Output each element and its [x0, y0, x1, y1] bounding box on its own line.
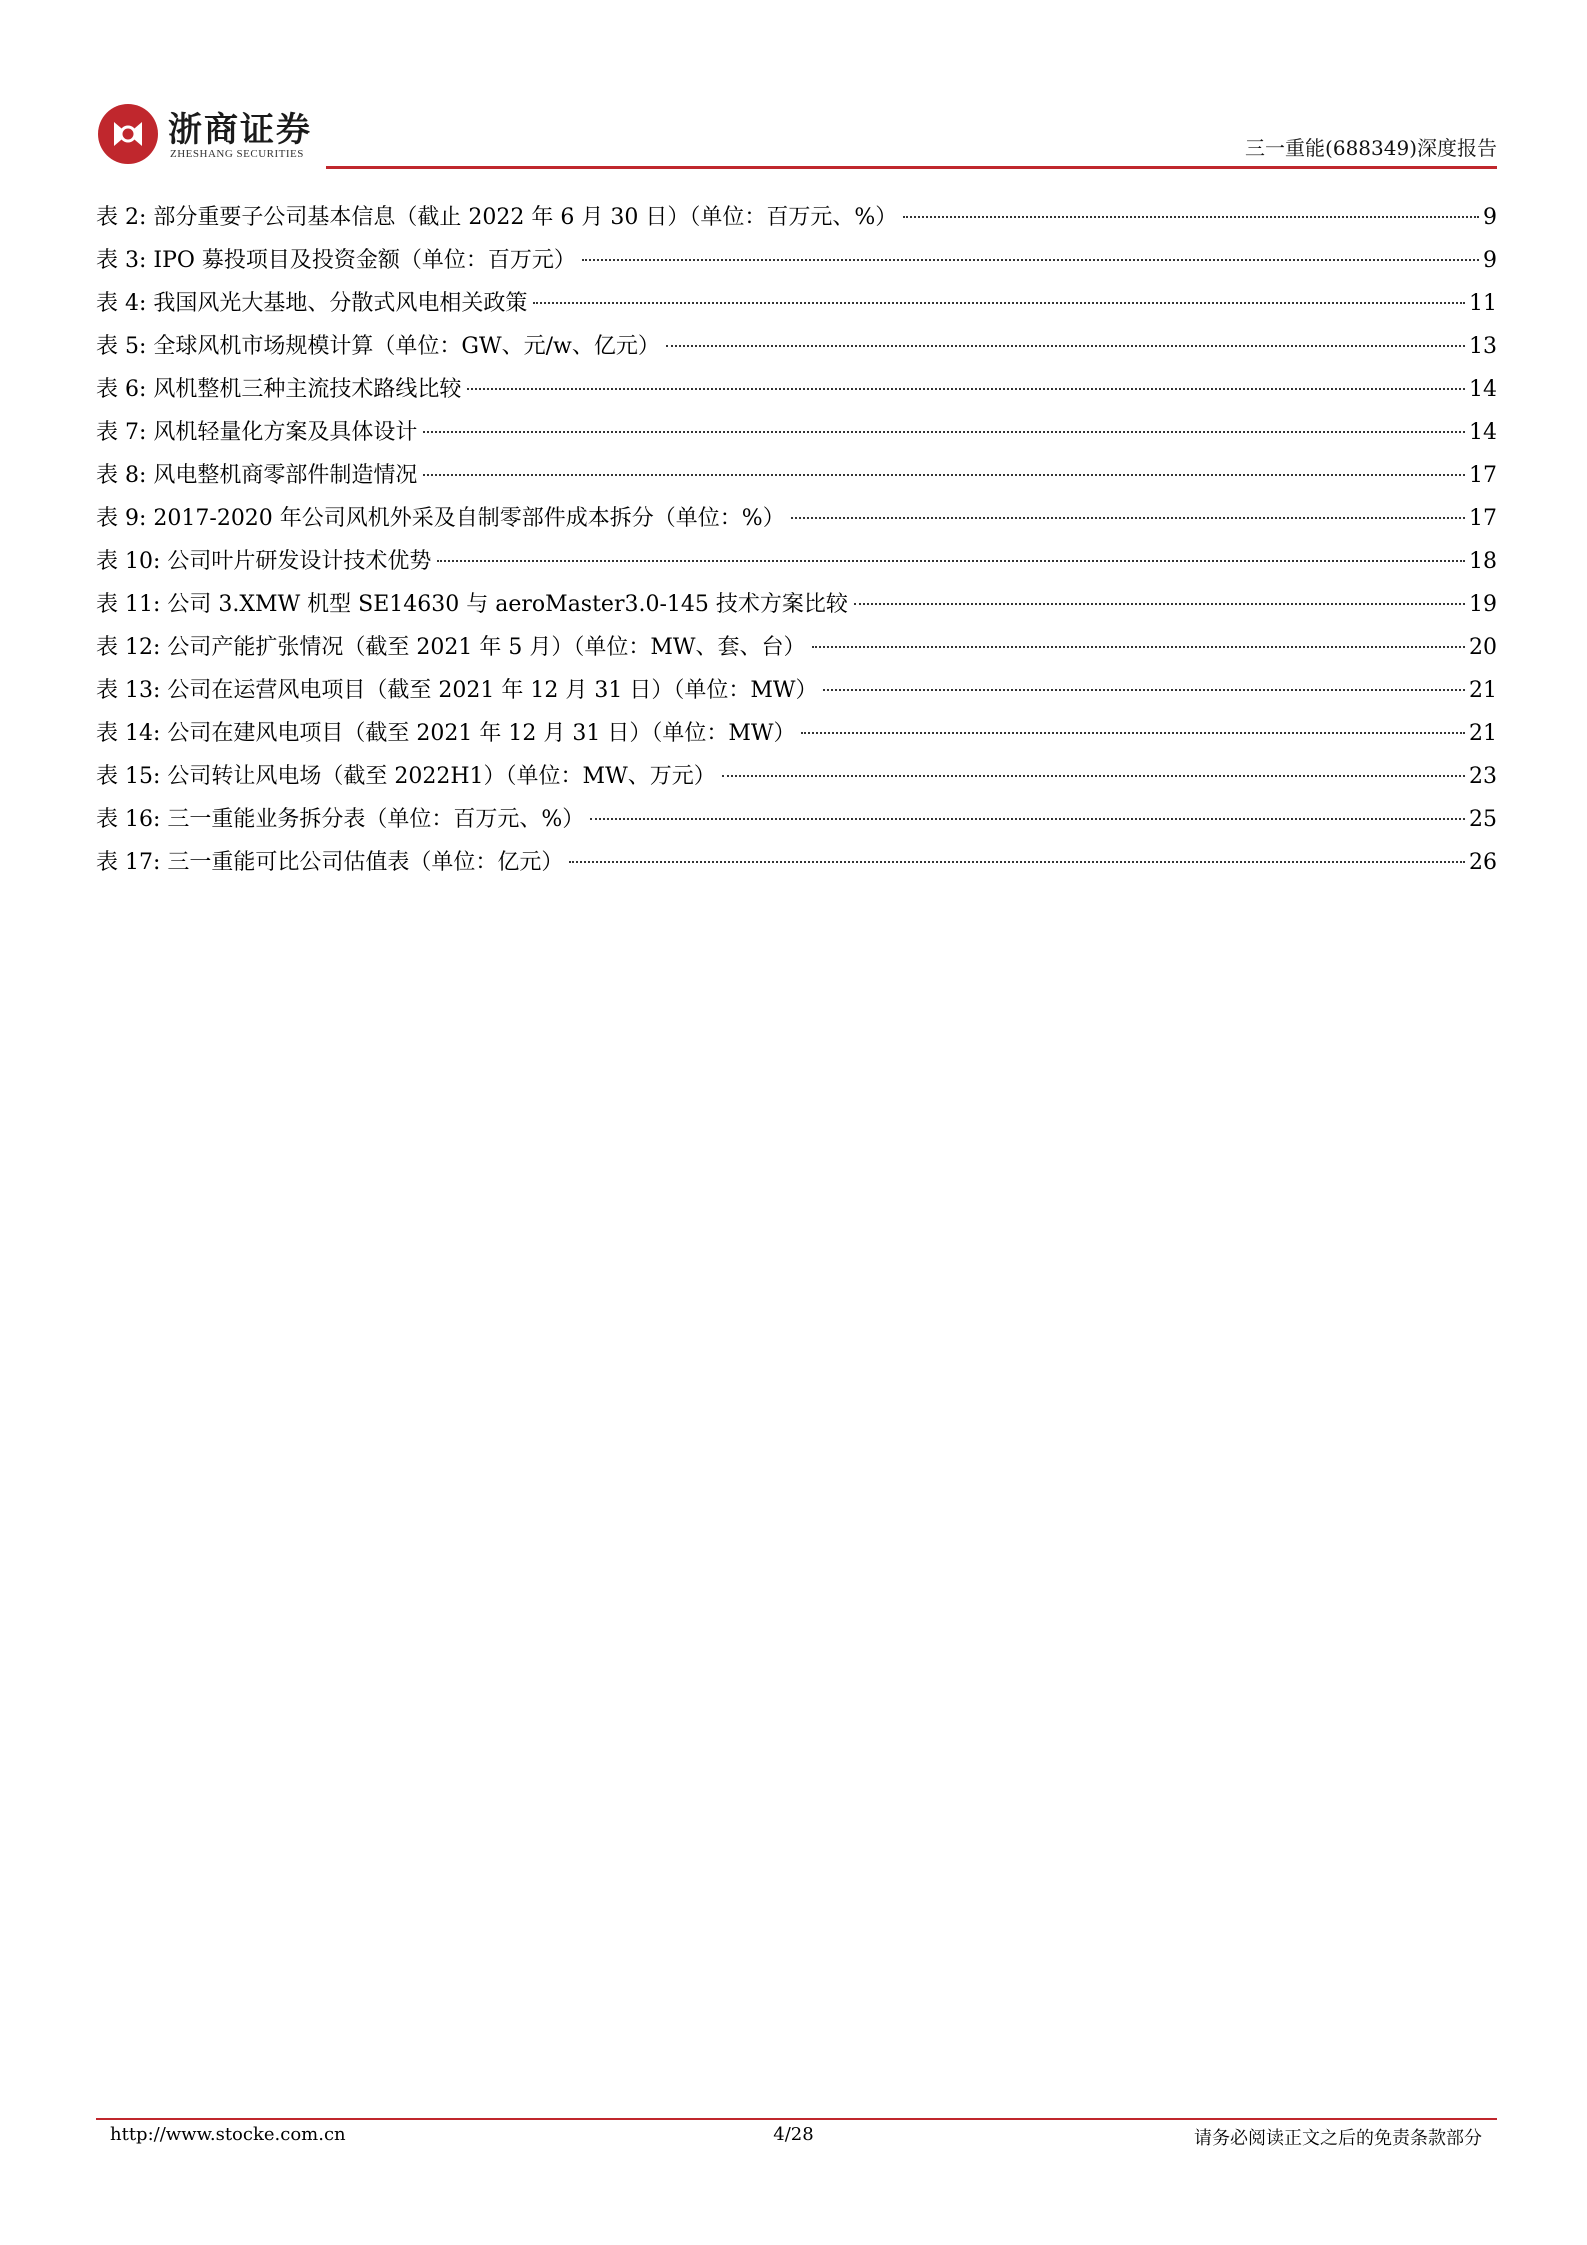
toc-entry[interactable]: [96, 755, 1497, 798]
toc-entry-label: 表 14: 公司在建风电项目（截至 2021 年 12 月 31 日）（单位：MW）: [96, 721, 796, 746]
report-title: 三一重能(688349)深度报告: [1245, 136, 1497, 160]
toc-entry-page: 9: [1483, 205, 1497, 230]
toc-dot-leader: [569, 861, 1465, 863]
toc-entry-label: 表 12: 公司产能扩张情况（截至 2021 年 5 月）（单位：MW、套、台）: [96, 635, 806, 660]
toc-dot-leader: [582, 259, 1479, 261]
toc-entry[interactable]: [96, 583, 1497, 626]
disclaimer-note: 请务必阅读正文之后的免责条款部分: [1194, 2128, 1482, 2149]
toc-entry-label: 表 8: 风电整机商零部件制造情况: [96, 463, 418, 488]
toc-dot-leader: [854, 603, 1465, 605]
toc-entry-page: 13: [1469, 334, 1497, 359]
toc-entry[interactable]: [96, 454, 1497, 497]
toc-entry-label: 表 9: 2017-2020 年公司风机外采及自制零部件成本拆分（单位：%）: [96, 506, 785, 531]
header-divider: [326, 166, 1497, 169]
toc-entry[interactable]: [96, 841, 1497, 884]
toc-entry[interactable]: [96, 325, 1497, 368]
toc-entry-page: 18: [1469, 549, 1497, 574]
logo-text-cn: 浙商证券: [168, 110, 312, 150]
toc-dot-leader: [423, 431, 1465, 433]
toc-entry-page: 19: [1469, 592, 1497, 617]
toc-entry-label: 表 13: 公司在运营风电项目（截至 2021 年 12 月 31 日）（单位：MW）: [96, 678, 818, 703]
toc-entry-page: 11: [1469, 291, 1497, 316]
logo-text-en: ZHESHANG SECURITIES: [170, 148, 304, 160]
company-logo: [96, 98, 416, 170]
toc-entry-page: 26: [1469, 850, 1497, 875]
toc-dot-leader: [533, 302, 1465, 304]
toc-entry-page: 17: [1469, 463, 1497, 488]
toc-entry[interactable]: [96, 196, 1497, 239]
page-header: [96, 98, 1497, 170]
zheshang-logo-icon: [96, 102, 160, 166]
toc-dot-leader: [812, 646, 1466, 648]
toc-entry-label: 表 4: 我国风光大基地、分散式风电相关政策: [96, 291, 528, 316]
toc-entry[interactable]: [96, 239, 1497, 282]
footer-url-link[interactable]: http://www.stocke.com.cn: [110, 2124, 346, 2145]
toc-entry[interactable]: [96, 497, 1497, 540]
toc-entry-page: 9: [1483, 248, 1497, 273]
toc-entry-label: 表 10: 公司叶片研发设计技术优势: [96, 549, 432, 574]
toc-entry[interactable]: [96, 712, 1497, 755]
toc-entry-page: 23: [1469, 764, 1497, 789]
toc-entry[interactable]: [96, 368, 1497, 411]
toc-entry-page: 20: [1469, 635, 1497, 660]
footer-divider: [96, 2118, 1497, 2120]
toc-entry-label: 表 2: 部分重要子公司基本信息（截止 2022 年 6 月 30 日）（单位：百万元、%）: [96, 205, 898, 230]
toc-dot-leader: [666, 345, 1465, 347]
toc-entry-label: 表 16: 三一重能业务拆分表（单位：百万元、%）: [96, 807, 585, 832]
toc-entry[interactable]: [96, 282, 1497, 325]
toc-entry[interactable]: [96, 798, 1497, 841]
toc-entry-label: 表 5: 全球风机市场规模计算（单位：GW、元/w、亿元）: [96, 334, 660, 359]
toc-dot-leader: [437, 560, 1465, 562]
toc-entry-page: 21: [1469, 678, 1497, 703]
toc-dot-leader: [903, 216, 1479, 218]
page-number: 4/28: [773, 2124, 814, 2145]
toc-entry-label: 表 11: 公司 3.XMW 机型 SE14630 与 aeroMaster3.0-145 技术方案比较: [96, 592, 848, 617]
toc-entry[interactable]: [96, 669, 1497, 712]
toc-entry[interactable]: [96, 411, 1497, 454]
toc-entry-page: 14: [1469, 420, 1497, 445]
toc-dot-leader: [801, 732, 1465, 734]
toc-entry-page: 17: [1469, 506, 1497, 531]
toc-entry[interactable]: [96, 540, 1497, 583]
toc-dot-leader: [791, 517, 1465, 519]
toc-entry-label: 表 3: IPO 募投项目及投资金额（单位：百万元）: [96, 248, 576, 273]
toc-entry-page: 25: [1469, 807, 1497, 832]
toc-entry-label: 表 7: 风机轻量化方案及具体设计: [96, 420, 418, 445]
toc-entry-label: 表 15: 公司转让风电场（截至 2022H1）（单位：MW、万元）: [96, 764, 716, 789]
toc-entry-page: 21: [1469, 721, 1497, 746]
toc-entry-label: 表 6: 风机整机三种主流技术路线比较: [96, 377, 462, 402]
toc-dot-leader: [823, 689, 1465, 691]
toc-entry-page: 14: [1469, 377, 1497, 402]
toc-entry-label: 表 17: 三一重能可比公司估值表（单位：亿元）: [96, 850, 564, 875]
toc-entry[interactable]: [96, 626, 1497, 669]
table-of-tables: [96, 196, 1497, 884]
toc-dot-leader: [590, 818, 1465, 820]
toc-dot-leader: [722, 775, 1465, 777]
toc-dot-leader: [423, 474, 1465, 476]
toc-dot-leader: [467, 388, 1465, 390]
